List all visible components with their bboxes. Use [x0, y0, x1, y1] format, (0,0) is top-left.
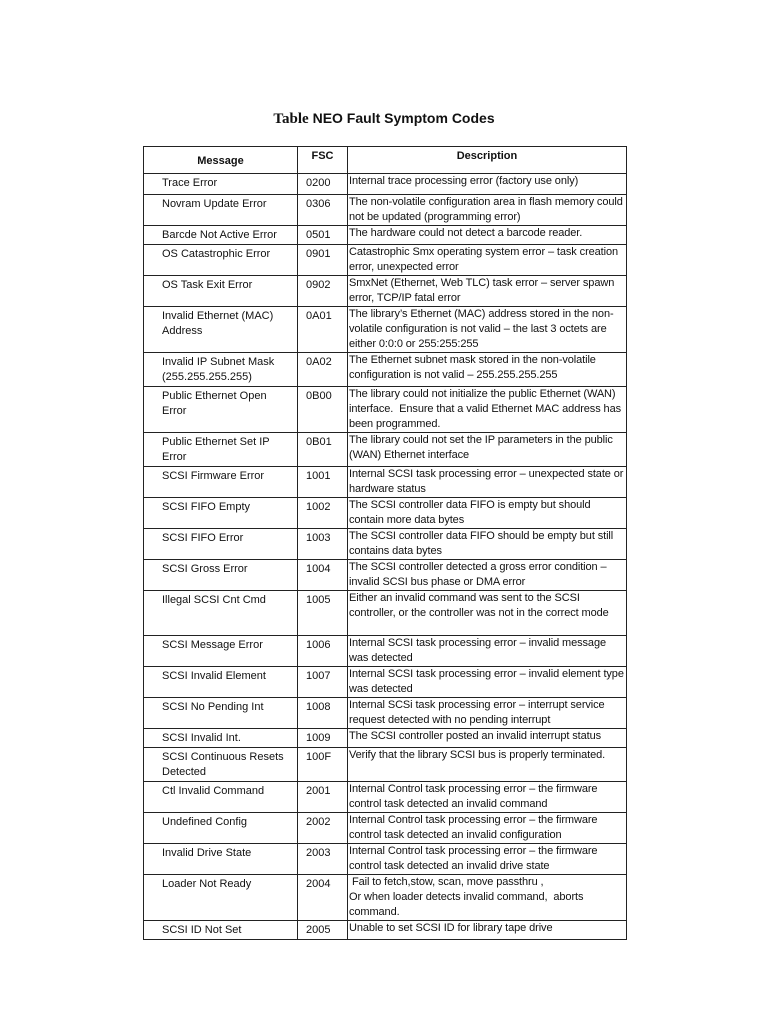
description-cell: The hardware could not detect a barcode reader. — [348, 226, 627, 245]
description-cell: The non-volatile configuration area in flash memory could not be updated (programming error) — [348, 195, 627, 226]
header-description: Description — [348, 147, 627, 174]
fsc-cell: 1009 — [298, 729, 348, 748]
message-cell: SCSI ID Not Set — [144, 921, 298, 940]
message-cell: Illegal SCSI Cnt Cmd — [144, 591, 298, 636]
description-cell: The SCSI controller detected a gross error condition – invalid SCSI bus phase or DMA error — [348, 560, 627, 591]
table-row — [144, 467, 627, 498]
table-row — [144, 276, 627, 307]
table-row — [144, 921, 627, 940]
table-row — [144, 433, 627, 467]
message-cell: SCSI No Pending Int — [144, 698, 298, 729]
fsc-cell: 0A02 — [298, 353, 348, 387]
message-cell: OS Task Exit Error — [144, 276, 298, 307]
table-row — [144, 245, 627, 276]
description-cell: The Ethernet subnet mask stored in the non-volatile configuration is not valid – 255.255.255.255 — [348, 353, 627, 387]
message-cell: OS Catastrophic Error — [144, 245, 298, 276]
table-row — [144, 875, 627, 921]
table-row — [144, 782, 627, 813]
message-cell: Public Ethernet Set IP Error — [144, 433, 298, 467]
description-cell: The library could not initialize the public Ethernet (WAN) interface. Ensure that a valid Ethernet MAC address has been programmed. — [348, 387, 627, 433]
message-cell: Novram Update Error — [144, 195, 298, 226]
fsc-cell: 100F — [298, 748, 348, 782]
table-row — [144, 307, 627, 353]
fsc-cell: 0A01 — [298, 307, 348, 353]
table-row — [144, 698, 627, 729]
message-cell: SCSI Firmware Error — [144, 467, 298, 498]
table-row — [144, 667, 627, 698]
description-cell: Either an invalid command was sent to the SCSI controller, or the controller was not in the correct mode — [348, 591, 627, 636]
description-cell: Internal SCSI task processing error – invalid element type was detected — [348, 667, 627, 698]
message-cell: SCSI Invalid Int. — [144, 729, 298, 748]
fsc-cell: 0902 — [298, 276, 348, 307]
fsc-cell: 1001 — [298, 467, 348, 498]
description-cell: Verify that the library SCSI bus is properly terminated. — [348, 748, 627, 782]
table-row — [144, 353, 627, 387]
fsc-cell: 2002 — [298, 813, 348, 844]
fsc-cell: 1008 — [298, 698, 348, 729]
message-cell: SCSI FIFO Error — [144, 529, 298, 560]
fsc-cell: 1007 — [298, 667, 348, 698]
table-title-prefix: Table — [273, 111, 309, 127]
table-title-text: NEO Fault Symptom Codes — [312, 110, 495, 126]
description-cell: Unable to set SCSI ID for library tape drive — [348, 921, 627, 940]
fsc-cell: 0501 — [298, 226, 348, 245]
fsc-cell: 1005 — [298, 591, 348, 636]
message-cell: Invalid IP Subnet Mask (255.255.255.255) — [144, 353, 298, 387]
fsc-cell: 0B00 — [298, 387, 348, 433]
table-row — [144, 636, 627, 667]
message-cell: Ctl Invalid Command — [144, 782, 298, 813]
fsc-cell: 0306 — [298, 195, 348, 226]
header-message: Message — [144, 147, 298, 174]
description-cell: Internal Control task processing error – the firmware control task detected an invalid command — [348, 782, 627, 813]
fsc-cell: 2001 — [298, 782, 348, 813]
table-row — [144, 387, 627, 433]
message-cell: Barcde Not Active Error — [144, 226, 298, 245]
description-cell: The library could not set the IP parameters in the public (WAN) Ethernet interface — [348, 433, 627, 467]
message-cell: SCSI Invalid Element — [144, 667, 298, 698]
message-cell: Invalid Ethernet (MAC) Address — [144, 307, 298, 353]
message-cell: Trace Error — [144, 174, 298, 195]
message-cell: Loader Not Ready — [144, 875, 298, 921]
message-cell: SCSI Gross Error — [144, 560, 298, 591]
table-row — [144, 529, 627, 560]
table-row — [144, 844, 627, 875]
table-row — [144, 813, 627, 844]
description-cell: The SCSI controller data FIFO is empty but should contain more data bytes — [348, 498, 627, 529]
description-cell: The library’s Ethernet (MAC) address stored in the non-volatile configuration is not valid – the last 3 octets are either 0:0:0 or 255:255:255 — [348, 307, 627, 353]
message-cell: Invalid Drive State — [144, 844, 298, 875]
table-row — [144, 174, 627, 195]
description-cell: Internal SCSI task processing error – unexpected state or hardware status — [348, 467, 627, 498]
message-cell: Public Ethernet Open Error — [144, 387, 298, 433]
fsc-cell: 0B01 — [298, 433, 348, 467]
fsc-cell: 0200 — [298, 174, 348, 195]
message-cell: SCSI FIFO Empty — [144, 498, 298, 529]
fsc-cell: 2003 — [298, 844, 348, 875]
description-cell: The SCSI controller data FIFO should be empty but still contains data bytes — [348, 529, 627, 560]
message-cell: Undefined Config — [144, 813, 298, 844]
table-row — [144, 591, 627, 636]
table-header-row — [144, 147, 627, 174]
fsc-cell: 1003 — [298, 529, 348, 560]
fsc-cell: 0901 — [298, 245, 348, 276]
header-fsc: FSC — [298, 147, 348, 174]
table-title — [0, 110, 768, 128]
table-row — [144, 560, 627, 591]
fsc-cell: 2004 — [298, 875, 348, 921]
description-cell: Internal trace processing error (factory use only) — [348, 174, 627, 195]
description-cell: Internal Control task processing error – the firmware control task detected an invalid configuration — [348, 813, 627, 844]
table-row — [144, 498, 627, 529]
table-body — [144, 174, 627, 940]
table-row — [144, 226, 627, 245]
fsc-cell: 2005 — [298, 921, 348, 940]
message-cell: SCSI Message Error — [144, 636, 298, 667]
description-cell: SmxNet (Ethernet, Web TLC) task error – server spawn error, TCP/IP fatal error — [348, 276, 627, 307]
message-cell: SCSI Continuous Resets Detected — [144, 748, 298, 782]
description-cell: Internal Control task processing error – the firmware control task detected an invalid drive state — [348, 844, 627, 875]
description-cell: The SCSI controller posted an invalid interrupt status — [348, 729, 627, 748]
fsc-cell: 1006 — [298, 636, 348, 667]
description-cell: Internal SCSi task processing error – interrupt service request detected with no pending interrupt — [348, 698, 627, 729]
table-row — [144, 195, 627, 226]
description-cell: Internal SCSI task processing error – invalid message was detected — [348, 636, 627, 667]
description-cell: Fail to fetch,stow, scan, move passthru , Or when loader detects invalid command, aborts command. — [348, 875, 627, 921]
table-row — [144, 748, 627, 782]
description-cell: Catastrophic Smx operating system error – task creation error, unexpected error — [348, 245, 627, 276]
fault-code-table — [143, 146, 627, 940]
fsc-cell: 1004 — [298, 560, 348, 591]
fsc-cell: 1002 — [298, 498, 348, 529]
table-row — [144, 729, 627, 748]
